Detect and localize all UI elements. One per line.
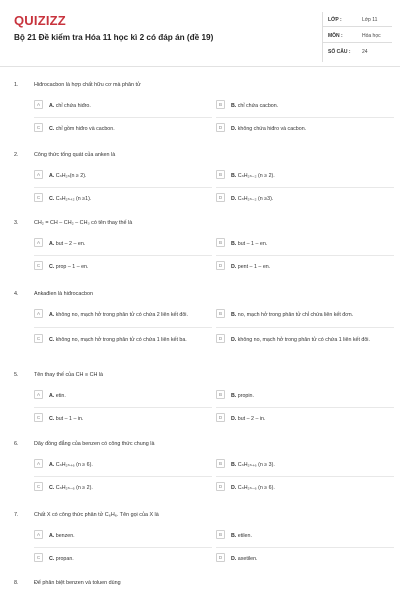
- answer-option-d[interactable]: [216, 482, 394, 496]
- option-text: C. CₙH₂ₙ₋₆ (n ≥ 2).: [49, 484, 93, 491]
- option-letter-box: A: [34, 170, 43, 179]
- divider: [216, 117, 394, 118]
- option-text: C. prop – 1 – en.: [49, 263, 89, 270]
- answer-option-b[interactable]: [216, 390, 394, 404]
- option-letter-box: B: [216, 390, 225, 399]
- option-text: A. etin.: [49, 392, 66, 399]
- option-letter-box: B: [216, 238, 225, 247]
- answer-option-c[interactable]: [34, 482, 212, 496]
- option-letter-box: D: [216, 193, 225, 202]
- answer-option-a[interactable]: [34, 530, 212, 544]
- option-text: B. chỉ chứa cacbon.: [231, 102, 279, 109]
- meta-row-class: [322, 13, 392, 27]
- option-letter-box: B: [216, 100, 225, 109]
- meta-row-subject: [322, 29, 392, 43]
- answer-option-d[interactable]: [216, 413, 394, 427]
- option-letter-box: A: [34, 309, 43, 318]
- meta-row-count: [322, 45, 392, 59]
- option-text: B. no, mạch hở trong phân tử chỉ chứa liên kết đơn.: [231, 311, 354, 318]
- option-letter-box: B: [216, 309, 225, 318]
- answer-option-c[interactable]: [34, 123, 212, 137]
- meta-value: Lớp 11: [362, 17, 378, 23]
- divider: [322, 42, 392, 43]
- option-text: D. CₙH₂ₙ₋₆ (n ≥ 6).: [231, 484, 275, 491]
- option-text: D. CₙH₂ₙ₋₂ (n ≥3).: [231, 195, 274, 202]
- question-number: 1.: [14, 82, 19, 88]
- option-letter-box: A: [34, 100, 43, 109]
- divider: [216, 476, 394, 477]
- meta-label: MÔN :: [328, 33, 343, 39]
- option-letter-box: C: [34, 413, 43, 422]
- option-letter-box: D: [216, 261, 225, 270]
- option-letter-box: C: [34, 261, 43, 270]
- answer-option-a[interactable]: [34, 309, 212, 323]
- option-text: D. pent – 1 – en.: [231, 263, 271, 270]
- question-text: CH₂ = CH – CH₂ – CH₃ có tên thay thế là: [34, 220, 133, 226]
- answer-option-b[interactable]: [216, 170, 394, 184]
- answer-option-a[interactable]: [34, 459, 212, 473]
- question-text: Dãy đồng đẳng của benzen có công thức chung là: [34, 441, 155, 447]
- question-number: 2.: [14, 152, 19, 158]
- divider: [216, 327, 394, 328]
- answer-option-a[interactable]: [34, 238, 212, 252]
- option-letter-box: A: [34, 390, 43, 399]
- option-text: C. but – 1 – in.: [49, 415, 84, 422]
- option-text: B. but – 1 – en.: [231, 240, 268, 247]
- divider: [34, 327, 212, 328]
- answer-option-d[interactable]: [216, 123, 394, 137]
- question-number: 4.: [14, 291, 19, 297]
- answer-option-c[interactable]: [34, 413, 212, 427]
- option-letter-box: D: [216, 334, 225, 343]
- divider: [34, 407, 212, 408]
- divider: [216, 407, 394, 408]
- answer-option-d[interactable]: [216, 553, 394, 567]
- option-letter-box: C: [34, 553, 43, 562]
- option-text: C. CₙH₂ₙ₊₂ (n ≥1).: [49, 195, 92, 202]
- answer-option-d[interactable]: [216, 193, 394, 207]
- answer-option-b[interactable]: [216, 459, 394, 473]
- question-number: 8.: [14, 580, 19, 586]
- option-letter-box: A: [34, 459, 43, 468]
- divider: [216, 547, 394, 548]
- divider: [216, 187, 394, 188]
- question-text: Chất X có công thức phân tử C₆H₆. Tên gọi của X là: [34, 512, 159, 518]
- option-text: A. chỉ chứa hiđro.: [49, 102, 91, 109]
- answer-option-d[interactable]: [216, 334, 394, 348]
- divider: [322, 26, 392, 27]
- option-text: A. không no, mạch hở trong phân tử có chứa 2 liên kết đôi.: [49, 311, 188, 318]
- answer-option-b[interactable]: [216, 530, 394, 544]
- header-divider: [0, 66, 400, 67]
- option-letter-box: B: [216, 170, 225, 179]
- option-text: D. không no, mạch hở trong phân tử có chứa 1 liên kết đôi.: [231, 336, 370, 343]
- question-text: Tên thay thế của CH ≡ CH là: [34, 372, 104, 378]
- meta-value: Hóa học: [362, 33, 381, 39]
- answer-option-c[interactable]: [34, 193, 212, 207]
- option-letter-box: C: [34, 482, 43, 491]
- option-text: B. propin.: [231, 392, 254, 399]
- divider: [34, 476, 212, 477]
- option-text: A. CₙH₂ₙ(n ≥ 2).: [49, 172, 87, 179]
- question-text: Hiđrocacbon là hợp chất hữu cơ mà phân tử: [34, 82, 141, 88]
- question-number: 5.: [14, 372, 19, 378]
- answer-option-a[interactable]: [34, 100, 212, 114]
- option-text: B. etilen.: [231, 532, 252, 539]
- divider: [216, 255, 394, 256]
- quizizz-logo: QUIZIZZ: [14, 13, 66, 28]
- option-letter-box: D: [216, 482, 225, 491]
- option-text: A. CₙH₂ₙ₊₆ (n ≥ 6).: [49, 461, 93, 468]
- option-text: D. but – 2 – in.: [231, 415, 266, 422]
- answer-option-b[interactable]: [216, 238, 394, 252]
- answer-option-c[interactable]: [34, 334, 212, 348]
- divider: [34, 547, 212, 548]
- question-number: 7.: [14, 512, 19, 518]
- option-letter-box: A: [34, 530, 43, 539]
- meta-label: SỐ CÂU :: [328, 49, 351, 55]
- option-text: D. không chứa hiđro và cacbon.: [231, 125, 307, 132]
- option-text: C. propan.: [49, 555, 74, 562]
- option-letter-box: A: [34, 238, 43, 247]
- divider: [34, 255, 212, 256]
- question-number: 6.: [14, 441, 19, 447]
- option-text: C. chỉ gồm hiđro và cacbon.: [49, 125, 115, 132]
- question-text: Ankađien là hiđrocacbon: [34, 291, 94, 297]
- meta-label: LỚP :: [328, 17, 342, 23]
- option-text: A. but – 2 – en.: [49, 240, 86, 247]
- divider: [34, 117, 212, 118]
- option-letter-box: D: [216, 123, 225, 132]
- option-text: C. không no, mạch hở trong phân tử có chứa 1 liên kết ba.: [49, 336, 187, 343]
- answer-option-a[interactable]: [34, 170, 212, 184]
- answer-option-b[interactable]: [216, 100, 394, 114]
- answer-option-c[interactable]: [34, 553, 212, 567]
- question-number: 3.: [14, 220, 19, 226]
- option-text: B. CₙH₂ₙ₊₆ (n ≥ 3).: [231, 461, 275, 468]
- option-letter-box: B: [216, 459, 225, 468]
- document-header: [0, 0, 400, 66]
- meta-value: 24: [362, 49, 368, 55]
- option-text: D. axetilen.: [231, 555, 258, 562]
- option-letter-box: C: [34, 334, 43, 343]
- document-title: Bộ 21 Đề kiểm tra Hóa 11 học kì 2 có đáp án (đề 19): [14, 33, 214, 42]
- option-letter-box: C: [34, 123, 43, 132]
- question-text: Để phân biệt benzen và toluen dùng: [34, 580, 121, 586]
- answer-option-c[interactable]: [34, 261, 212, 275]
- option-letter-box: D: [216, 413, 225, 422]
- answer-option-b[interactable]: [216, 309, 394, 323]
- question-text: Công thức tổng quát của anken là: [34, 152, 116, 158]
- option-letter-box: D: [216, 553, 225, 562]
- option-text: A. benzen.: [49, 532, 75, 539]
- option-letter-box: C: [34, 193, 43, 202]
- divider: [34, 187, 212, 188]
- option-letter-box: B: [216, 530, 225, 539]
- answer-option-d[interactable]: [216, 261, 394, 275]
- option-text: B. CₙH₂ₙ₋₂ (n ≥ 2).: [231, 172, 275, 179]
- answer-option-a[interactable]: [34, 390, 212, 404]
